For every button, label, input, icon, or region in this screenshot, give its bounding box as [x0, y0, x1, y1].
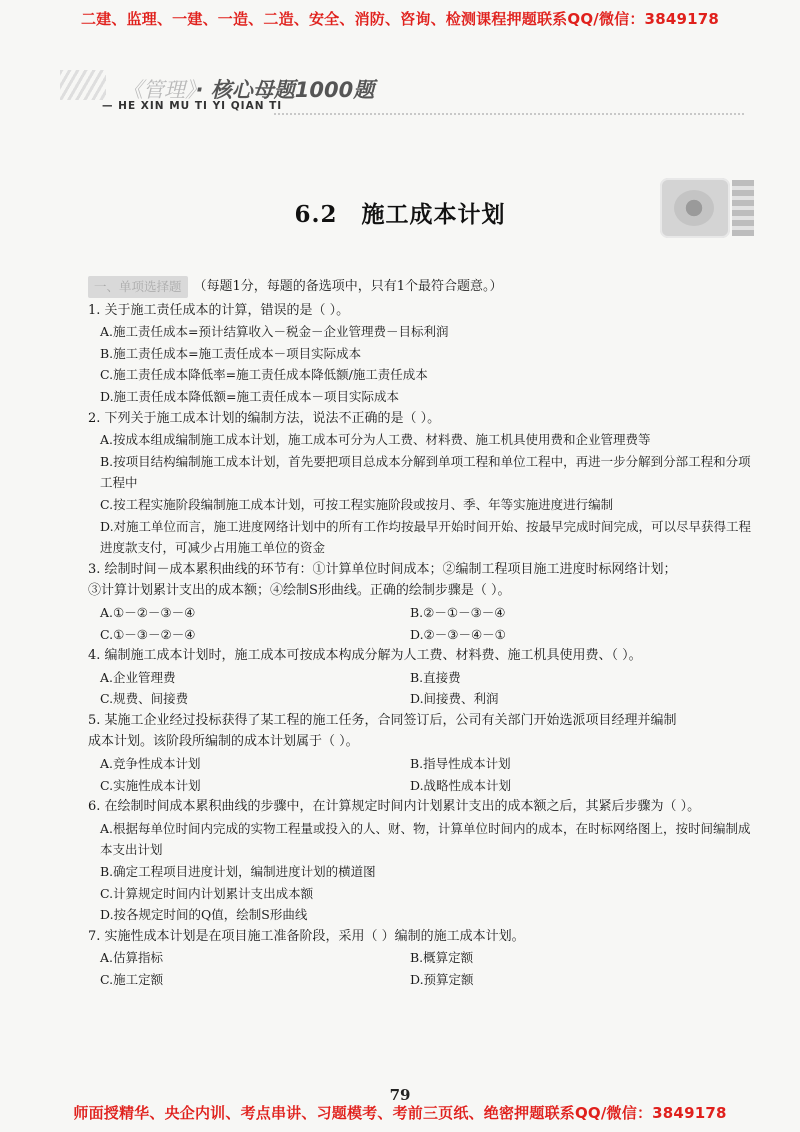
question-stem: 4. 编制施工成本计划时，施工成本可按成本构成分解为人工费、材料费、施工机具使用费、（ ）。	[88, 648, 642, 664]
option-grid	[88, 667, 752, 710]
question-6	[88, 796, 752, 926]
question-stem: 2. 下列关于施工成本计划的编制方法，说法不正确的是（ ）。	[88, 410, 441, 426]
question-4	[88, 645, 752, 710]
option-a: A.竞争性成本计划	[100, 756, 201, 772]
option-d: D.按各规定时间的Q值，绘制S形曲线	[100, 907, 308, 923]
option-c: C.施工责任成本降低率=施工责任成本降低额/施工责任成本	[100, 367, 428, 383]
option-d: D.间接费、利润	[410, 691, 499, 707]
option-a: A.企业管理费	[100, 669, 176, 685]
qr-side-stripe	[732, 180, 754, 236]
option-a: A.按成本组成编制施工成本计划，施工成本可分为人工费、材料费、施工机具使用费和企业管理费等	[100, 432, 651, 448]
qr-code-badge	[674, 190, 714, 226]
option-a: A.根据每单位时间内完成的实物工程量或投入的人、财、物，计算单位时间内的成本，在时标网络图上，按时间编制成本支出计划	[100, 820, 751, 858]
option-b: B.确定工程项目进度计划，编制进度计划的横道图	[100, 864, 376, 880]
question-7	[88, 926, 752, 991]
question-2	[88, 408, 752, 559]
option-b: B.概算定额	[410, 950, 474, 966]
option-a: A.①－②－③－④	[100, 604, 196, 620]
question-stem-line-2: 成本计划。该阶段所编制的成本计划属于（ ）。	[88, 734, 359, 750]
option-grid	[88, 602, 752, 645]
question-stem: 1. 关于施工责任成本的计算，错误的是（ ）。	[88, 302, 350, 318]
option-b: B.②－①－③－④	[410, 604, 506, 620]
option-grid	[88, 753, 752, 796]
option-a: A.施工责任成本=预计结算收入－税金－企业管理费－目标利润	[100, 324, 449, 340]
book-title-subject: 《管理》	[122, 78, 196, 102]
page-number: 79	[389, 1086, 411, 1104]
option-d: D.战略性成本计划	[410, 777, 512, 793]
book-header	[52, 66, 742, 122]
question-stem: 6. 在绘制时间成本累积曲线的步骤中，在计算规定时间内计划累计支出的成本额之后，其紧后步骤为（ ）。	[88, 799, 701, 815]
question-5	[88, 710, 752, 796]
header-stripe-decoration	[60, 70, 106, 100]
top-promo-banner: 二建、监理、一建、一造、二造、安全、消防、咨询、检测课程押题联系QQ/微信：3849178	[80, 10, 720, 28]
option-d: D.对施工单位而言，施工进度网络计划中的所有工作均按最早开始时间开始、按最早完成时间完成，可以尽早获得工程进度款支付，可减少占用施工单位的资金	[100, 518, 752, 556]
book-title-pinyin: — HE XIN MU TI YI QIAN TI	[102, 100, 283, 112]
question-stem-line-1: 5. 某施工企业经过投标获得了某工程的施工任务，合同签订后，公司有关部门开始选派项目经理并编制	[88, 712, 677, 728]
option-c: C.①－③－②－④	[100, 626, 196, 642]
option-c: C.实施性成本计划	[100, 777, 201, 793]
option-d: D.②－③－④－①	[410, 626, 506, 642]
option-c: C.计算规定时间内计划累计支出成本额	[100, 885, 314, 901]
option-d: D.预算定额	[410, 972, 474, 987]
qr-code-icon	[660, 178, 730, 238]
part-label: 一、单项选择题	[88, 276, 188, 298]
section-heading	[88, 276, 752, 298]
question-stem-line-2: ③计算计划累计支出的成本额；④绘制S形曲线。正确的绘制步骤是（ ）。	[88, 583, 511, 599]
option-b: B.直接费	[410, 669, 461, 685]
question-list	[88, 276, 752, 991]
question-stem: 7. 实施性成本计划是在项目施工准备阶段，采用（ ）编制的施工成本计划。	[88, 928, 525, 944]
option-b: B.按项目结构编制施工成本计划，首先要把项目总成本分解到单项工程和单位工程中，再进一步分解到分部工程和分项工程中	[100, 453, 751, 491]
option-c: C.按工程实施阶段编制施工成本计划，可按工程实施阶段或按月、季、年等实施进度进行编制	[100, 496, 614, 512]
option-b: B.指导性成本计划	[410, 756, 511, 772]
option-c: C.施工定额	[100, 972, 164, 987]
header-dotted-rule	[274, 113, 744, 115]
section-title: 6.2 施工成本计划	[294, 201, 506, 228]
question-1	[88, 300, 752, 408]
instruction-text: （每题1分，每题的备选项中，只有1个最符合题意。）	[193, 279, 503, 294]
bottom-promo-banner: 师面授精华、央企内训、考点串讲、习题模考、考前三页纸、绝密押题联系QQ/微信：3849178	[73, 1104, 727, 1122]
question-3	[88, 559, 752, 645]
book-title-main: · 核心母题1000题	[195, 78, 375, 102]
option-d: D.施工责任成本降低额=施工责任成本－项目实际成本	[100, 388, 400, 404]
question-stem-line-1: 3. 绘制时间－成本累积曲线的环节有：①计算单位时间成本；②编制工程项目施工进度时标网络计划；	[88, 561, 677, 577]
option-b: B.施工责任成本=施工责任成本－项目实际成本	[100, 345, 362, 361]
option-c: C.规费、间接费	[100, 691, 189, 707]
option-a: A.估算指标	[100, 950, 164, 966]
option-grid	[88, 947, 752, 990]
